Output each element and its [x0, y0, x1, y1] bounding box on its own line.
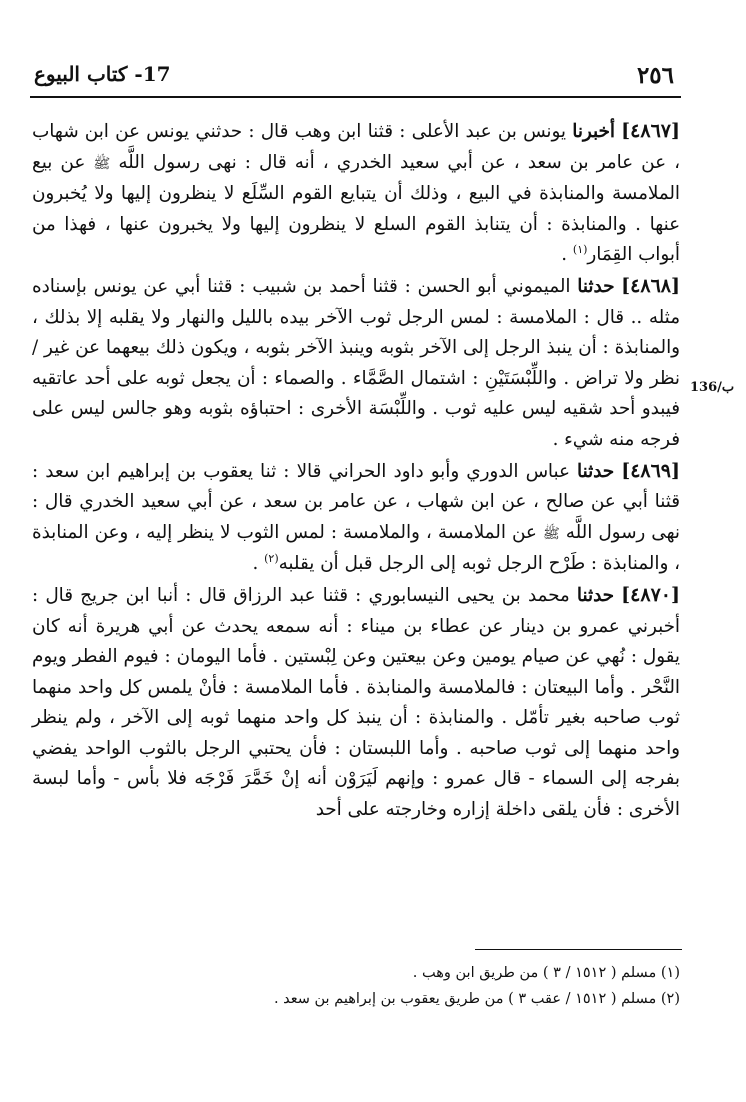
footnote-1: (١) مسلم ( ١٥١٢ / ٣ ) من طريق ابن وهب .	[412, 965, 680, 981]
transmission-verb: حدثنا	[576, 584, 614, 606]
footnote-2: (٢) مسلم ( ١٥١٢ / عقب ٣ ) من طريق يعقوب بن إبراهيم بن سعد .	[273, 991, 680, 1007]
page-number: ٢٥٦	[636, 62, 674, 89]
transmission-verb: أخبرنا	[572, 121, 615, 142]
footnote-marker: (١)	[572, 243, 588, 257]
hadith-4869	[32, 456, 680, 580]
footnote-marker: (٢)	[264, 552, 279, 566]
hadith-number: [٤٨٦٧]	[621, 120, 680, 142]
hadith-4867	[32, 116, 680, 271]
hadith-number: [٤٨٦٩]	[621, 459, 681, 482]
hadith-number: [٤٨٧٠]	[621, 583, 680, 606]
transmission-verb: حدثنا	[577, 275, 615, 297]
body-text	[32, 116, 680, 826]
hadith-text: الميموني أبو الحسن : قثنا أحمد بن شبيب : قثنا أبي عن يونس بإسناده مثله .. قال : الملامسة : لمس الرجل ثوب الآخر بيده بالليل والنهار ولا يقلبه إلا بذلك ، والمنابذة : أن ينبذ الرجل إلى الآخر بثوبه وينبذ الآخر بثوبه ، ويكون ذلك بيعهما عن غير / نظر ولا تراض . واللِّبْسَتَيْنِ : اشتمال الصَّمَّاء . والصماء : أن يجعل ثوبه على أحد عاتقيه فيبدو أحد شقيه ليس عليه ثوب . واللِّبْسَة الأخرى : احتباؤه بثوبه وهو جالس ليس على فرجه منه شيء .	[32, 275, 680, 450]
sentence-end: .	[561, 244, 573, 266]
header-divider	[30, 96, 681, 98]
hadith-4868	[32, 271, 680, 456]
hadith-text-continued: عن بيع الملامسة والمنابذة في البيع ، وذلك أن يتبايع القوم السِّلَع لا ينظرون إليها ولا يُخبرون عنها . والمنابذة : أن يتنابذ القوم السلع لا ينظرون إليها ولا يخبرون عنها ، فهذا من أبواب القِمَار	[32, 151, 680, 266]
sentence-end: .	[252, 553, 265, 575]
transmission-verb: حدثنا	[577, 460, 615, 482]
footnotes	[32, 960, 680, 1012]
chapter-title: 17- كتاب البيوع	[34, 62, 171, 86]
hadith-text: عباس الدوري وأبو داود الحراني قالا : ثنا يعقوب بن إبراهيم ابن سعد : قثنا أبي عن صالح ، عن ابن شهاب ، عن عامر بن سعد ، عن أبي سعيد الخدري قال : نهى رسول اللَّه	[32, 460, 681, 543]
manuscript-folio-marker: 136/ب	[690, 380, 735, 395]
hadith-text: يونس بن عبد الأعلى : قثنا ابن وهب قال : حدثني يونس عن ابن شهاب ، عن عامر بن سعد ، عن أبي سعيد الخدري ، أنه قال : نهى رسول اللَّه	[32, 121, 680, 173]
page-header	[30, 60, 680, 94]
salla-ligature: ﷺ	[93, 155, 111, 172]
salla-ligature: ﷺ	[542, 525, 560, 542]
hadith-number: [٤٨٦٨]	[621, 274, 680, 297]
footnote-divider	[475, 949, 682, 950]
hadith-text: محمد بن يحيى النيسابوري : قثنا عبد الرزاق قال : أنبا ابن جريج قال : أخبرني عمرو بن دينار عن عطاء بن ميناء : أنه سمعه يحدث عن أبي هريرة أنه كان يقول : نُهي عن صيام يومين وعن بيعتين وعن لِبْستين . فأما اليومان : فيوم الفطر ويوم النَّحْر . وأما البيعتان : فالملامسة والمنابذة . فأما الملامسة : فأنْ يلمس كل واحد منهما ثوب صاحبه بغير تأمّل . والمنابذة : أن ينبذ كل واحد منهما ثوبه إلى الآخر ، ولم ينظر واحد منهما إلى ثوب صاحبه . وأما اللبستان : فأن يحتبي الرجل بالثوب الواحد يفضي بفرجه إلى السماء - قال عمرو : وإنهم لَيَرَوْن أنه إنْ خَمَّرَ فَرْجَه فلا بأس - وأما لبسة الأخرى : فأن يلقى داخلة إزاره وخارجته على أحد	[32, 584, 680, 821]
hadith-text-continued: عن الملامسة ، والملامسة : لمس الثوب لا ينظر إليه ، وعن المنابذة ، والمنابذة : طَرْح الرجل ثوبه إلى الرجل قبل أن يقلبه	[32, 521, 680, 575]
hadith-4870	[32, 580, 680, 826]
